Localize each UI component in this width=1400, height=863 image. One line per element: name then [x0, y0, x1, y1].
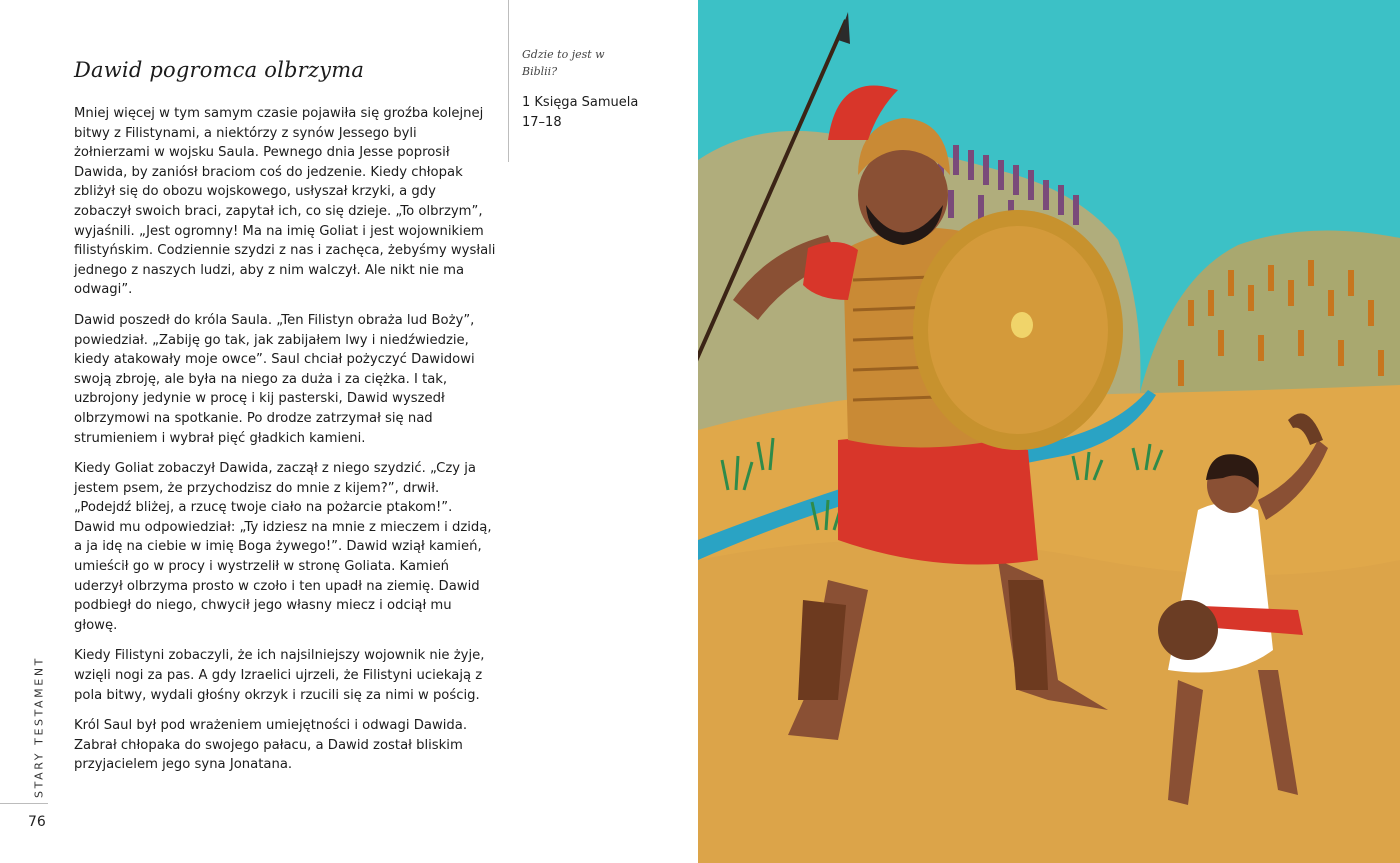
footer-divider	[0, 803, 48, 804]
paragraph: Mniej więcej w tym samym czasie pojawiła się groźba kolejnej bitwy z Filistynami, a niektórzy z synów Jessego byli żołnierzami w wojsku Saula. Pewnego dnia Jesse poprosił Dawida, by zaniósł braciom coś do jedzenie. Kiedy chłopak zbliżył się do obozu wojskowego, usłyszał krzyki, a gdy zobaczył swoich braci, zapytał ich, co się dzieje. „To olbrzym”, wyjaśnili. „Jest ogromny! Ma na imię Goliat i jest wojownikiem filistyńskim. Codziennie szydzi z nas i zachęca, żebyśmy wysłali jednego z naszych ludzi, aby z nim walczył. Ale nikt nie ma odwagi”.	[74, 106, 496, 298]
bible-reference-note	[508, 0, 659, 162]
shield-boss	[1011, 312, 1033, 338]
david-pouch	[1158, 600, 1218, 660]
note-reference: 1 Księga Samuela 17–18	[522, 95, 639, 130]
section-label: STARY TESTAMENT	[32, 656, 46, 798]
david-and-goliath-illustration	[698, 0, 1400, 863]
page-title: Dawid pogromca olbrzyma	[74, 58, 365, 82]
paragraph: Dawid poszedł do króla Saula. „Ten Filistyn obraża lud Boży”, powiedział. „Zabiję go tak, jak zabijałem lwy i niedźwiedzie, kiedy atakowały moje owce”. Saul chciał pożyczyć Dawidowi swoją zbroję, ale była na niego za duża i za ciężka. I tak, uzbrojony jedynie w procę i kij pasterski, Dawid wyszedł olbrzymowi na spotkanie. Po drodze zatrzymał się nad strumieniem i wybrał pięć gładkich kamieni.	[74, 312, 475, 446]
story-text	[74, 104, 496, 786]
page-number: 76	[28, 814, 46, 830]
paragraph: Kiedy Goliat zobaczył Dawida, zaczął z niego szydzić. „Czy ja jestem psem, że przychodzisz do mnie z kijem?”, drwił. „Podejdź bliżej, a rzucę twoje ciało na pożarcie ptakom!”. Dawid mu odpowiedział: „Ty idziesz na mnie z mieczem i dzidą, a ja idę na ciebie w imię Boga żywego!”. Dawid wziął kamień, umieścił go w procy i wystrzelił w stronę Goliata. Kamień uderzył olbrzyma prosto w czoło i ten upadł na ziemię. Dawid podbiegł do niego, chwycił jego własny miecz i odciął mu głowę.	[74, 461, 492, 633]
goliath-skirt	[838, 437, 1038, 565]
illustration-svg	[698, 0, 1400, 863]
goliath-left-boot	[798, 600, 846, 700]
paragraph: Król Saul był pod wrażeniem umiejętności i odwagi Dawida. Zabrał chłopaka do swojego pałacu, a Dawid został bliskim przyjacielem jego syna Jonatana.	[74, 718, 468, 773]
left-page	[0, 0, 698, 863]
note-label: Gdzie to jest w Biblii?	[522, 48, 605, 78]
paragraph: Kiedy Filistyni zobaczyli, że ich najsilniejszy wojownik nie żyje, wzięli nogi za pas. A gdy Izraelici ujrzeli, że Filistyni uciekają z pola bitwy, wydali głośny okrzyk i rzucili się za nimi w pościg.	[74, 648, 485, 703]
